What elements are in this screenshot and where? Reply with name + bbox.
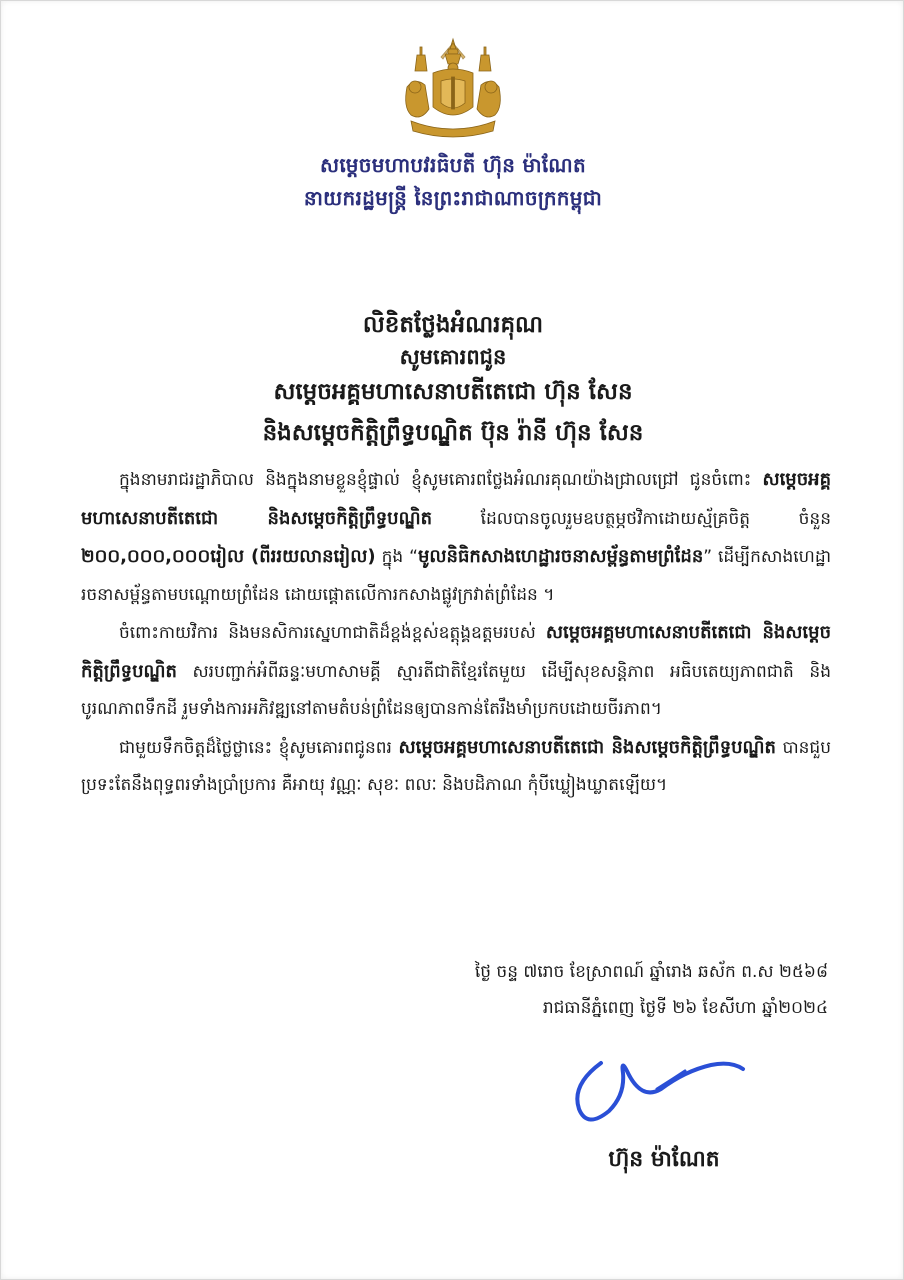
p1-bold-1: សម្តេចអគ្គមហាសេនាបតីតេជោ និងសម្តេចកិត្តិព្រឹទ្ធបណ្ឌិត [81, 469, 831, 529]
paragraph-3 [81, 729, 831, 805]
solar-date: រាជធានីភ្នំពេញ ថ្ងៃទី ២៦ ខែសីហា ឆ្នាំ២០២៤ [542, 998, 828, 1018]
handwritten-signature-icon [561, 1049, 761, 1131]
paragraph-1 [81, 461, 831, 614]
letter-body [81, 461, 831, 805]
p2-bold-1: សម្តេចអគ្គមហាសេនាបតីតេជោ និងសម្តេចកិត្តិព្រឹទ្ធបណ្ឌិត [81, 622, 831, 682]
p3-text-2: បានជួបប្រទះតែនឹងពុទ្ធពរទាំងប្រាំប្រការ គឺអាយុ វណ្ណៈ សុខៈ ពលៈ និងបដិភាណ កុំបីឃ្លៀងឃ្លាតឡើយ។ [81, 737, 832, 795]
p2-text-1: ចំពោះកាយវិការ និងមនសិការស្នេហាជាតិដ៏ខ្ពង់ខ្ពស់ឧត្តុង្គឧត្តមរបស់ [119, 623, 546, 643]
salutation: សូមគោរពជូន [399, 345, 507, 369]
p1-fund-name: មូលនិធិកសាងហេដ្ឋារចនាសម្ព័ន្ធតាមព្រំដែន [417, 546, 704, 567]
letter-title: លិខិតថ្លែងអំណរគុណ [362, 312, 544, 338]
p1-text-4: ” ដើម្បីកសាងហេដ្ឋារចនាសម្ព័ន្ធតាមបណ្តោយព្រំដែន ដោយផ្តោតលើការកសាងផ្លូវក្រវាត់ព្រំដែន ។ [81, 547, 832, 605]
p3-bold-1: សម្តេចអគ្គមហាសេនាបតីតេជោ និងសម្តេចកិត្តិព្រឹទ្ធបណ្ឌិត [398, 736, 776, 758]
p1-text-1: ក្នុងនាមរាជរដ្ឋាភិបាល និងក្នុងនាមខ្លួនខ្ញុំផ្ទាល់ ខ្ញុំសូមគោរពថ្លែងអំណរគុណយ៉ាងជ្រាលជ្រៅ ជូនចំពោះ [119, 470, 763, 490]
p1-text-2: ដែលបានចូលរួមឧបត្ថម្ភថវិកាដោយស្ម័គ្រចិត្ត ចំនួន [432, 508, 832, 529]
recipient-1: សម្តេចអគ្គមហាសេនាបតីតេជោ ហ៊ុន សែន [273, 379, 633, 405]
signatory-name: ហ៊ុន ម៉ាណែត [608, 1147, 720, 1172]
letterhead-position: នាយករដ្ឋមន្ត្រី នៃព្រះរាជាណាចក្រកម្ពុជា [303, 186, 603, 210]
p3-text-1: ជាមួយទឹកចិត្តដ៏ថ្លៃថ្លានេះ ខ្ញុំសូមគោរពជូនពរ [119, 737, 399, 758]
p1-amount: ២០០,០០០,០០០រៀល (ពីររយលានរៀល) [81, 546, 376, 567]
lunar-date: ថ្ងៃ ចន្ទ ៧រោច ខែស្រាពណ៍ ឆ្នាំរោង ឆស័ក ព.ស ២៥៦៨ [474, 962, 828, 982]
paragraph-2 [81, 614, 831, 729]
recipient-2: និងសម្តេចកិត្តិព្រឹទ្ធបណ្ឌិត ប៊ុន រ៉ានី ហ៊ុន សែន [262, 420, 644, 446]
p1-text-3: ក្នុង “ [375, 547, 418, 567]
letterhead-name: សម្តេចមហាបវរធិបតី ហ៊ុន ម៉ាណែត [320, 153, 586, 177]
p2-text-2: សរបញ្ជាក់អំពីឆន្ទៈមហាសាមគ្គី ស្មារតីជាតិខ្មែរតែមួយ ដើម្បីសុខសន្តិភាព អធិបតេយ្យភាពជាតិ និងបូរណភាពទឹកដី រួមទាំងការអភិវឌ្ឍនៅតាមតំបន់ព្រំដែនឲ្យបានកាន់តែរឹងមាំប្រកបដោយចីរភាព។ [81, 661, 831, 719]
royal-coat-of-arms-icon [397, 37, 509, 145]
